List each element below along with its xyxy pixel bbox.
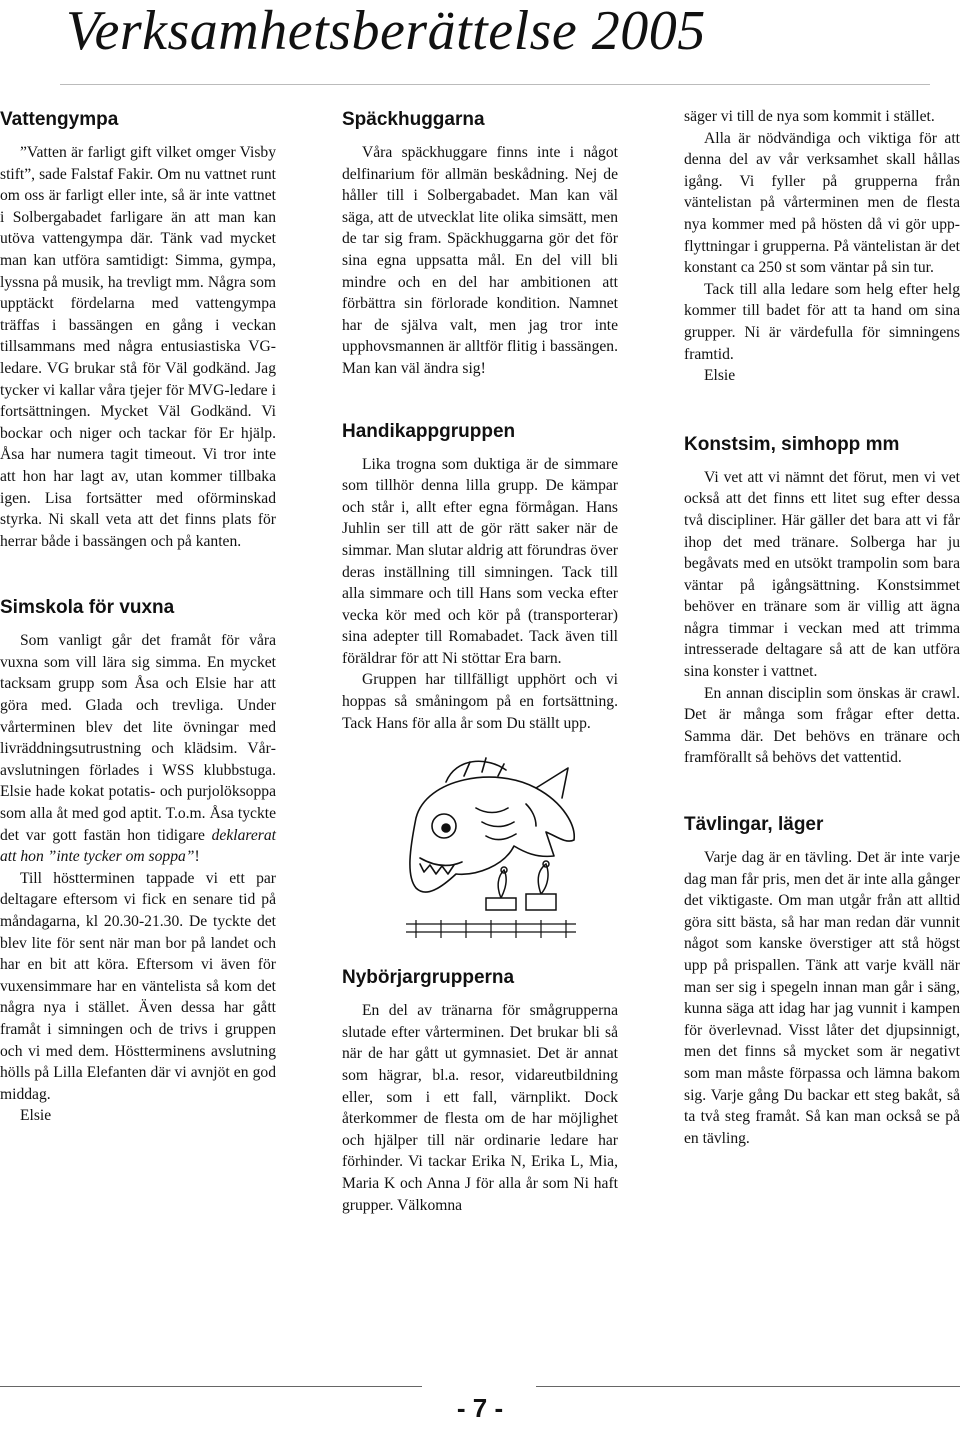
- konstsim-paragraph-2: En annan disciplin som önskas är crawl. Det är många som frågar efter detta. Samma där. Det behövs en tränare och framförallt så behövs det vattentid.: [684, 684, 960, 767]
- vattengympa-paragraph: ”Vatten är farligt gift vilket omger Visby stift”, sade Falstaf Fakir. Om nu vattnet runt om oss är farligt eller inte, så är inte vattnet i Solbergabadet farligare än att man kan utöva vattengympa där. Tänk vad mycket man kan utföra samtidigt: Simma, gympa, lyssna på musik, ha trevligt mm. Några som upptäckt fördelarna med vattengympa träffas i bassängen en gång i veckan tillsammans med några entusiastiska VG-ledare. VG brukar stå för Väl godkänd. Jag tycker vi kallar våra tjejer för MVG-ledare i fortsättningen. Mycket Väl Godkänd. Vi bockar och niger och tackar för Er hjälp. Åsa har numera tagit timeout. Vi tror inte att hon har lagt av, utan kommer tillbaka igen. Lisa fortsätter med oförminskad styrka. Ni skall veta att det finns plats för herrar både i bassängen och på kanten.: [0, 144, 276, 550]
- title-divider: [60, 84, 930, 85]
- heading-spackhuggarna: Späckhuggarna: [342, 109, 485, 130]
- footer-rule-right: [536, 1386, 960, 1387]
- continued-paragraph-2: Alla är nödvändiga och viktiga för att denna del av vår verksamhet skall hållas igång. Vi fyller på grupperna från väntelistan på vårterminen men de flesta nya kommer med på hösten då vi gör uppflyttningar i grupperna. På väntelistan är det konstant ca 250 st som väntar på sin tur.: [684, 129, 960, 277]
- column-2: [342, 100, 618, 1216]
- tavlingar-paragraph: Varje dag är en tävling. Det är inte varje dag man får pris, men det är inte alla gånger det viktigaste. Om man utgår från att alltid göra sitt bästa, så har man redan där vunnit något som kanske överstiger att stå högst upp på prispallen. Tänk att varje kväll när man ser sig i spegeln innan man går i säng, kunna säga att idag har jag vunnit i kampen för överlevnad. Visst låter det djupsinnigt, men det finns så mycket som är negativt som man måste förpassa och lämna bakom sig. Varje gång Du backar ett steg bakåt, så ta två steg framåt. Så kan man också se på en tävling.: [684, 849, 960, 1147]
- page-number: - 7 -: [456, 1393, 504, 1423]
- heading-nyborjargrupperna: Nybörjargrupperna: [342, 967, 515, 989]
- spackhuggarna-paragraph: Våra späckhuggare finns inte i något delfinarium för allmän beskådning. Nej de håller till i Solbergabadet. Man kan väl säga, att de utvecklat lite olika simsätt, men de tar sig fram. Späckhuggarna gör det för sina egna uppsatta mål. En del vill bli mindre och en del har ambitionen att förbättra sin förlorade kondition. Namnet har de själva valt, men jag tror inte upphovsmannen är alltför flitig i bassängen. Man kan väl ändra sig!: [342, 144, 618, 377]
- heading-vattengympa: Vattengympa: [0, 109, 119, 130]
- handikapp-paragraph-1: Lika trogna som duktiga är de simmare som tillhör denna lilla grupp. De kämpar och står i, allt efter egna förmågan. Hans Juhlin ser till att de gör rätt saker när de simmar. Man slutar aldrig att förundras över deras inställning till simningen. Tack till alla simmare och till Hans som vecka efter vecka kör med och kör på (transporterar) sina adepter till Romabadet. Tack även till föräldrar för att Ni stöttar Era barn.: [342, 455, 618, 667]
- fish-cartoon-illustration: [386, 748, 586, 948]
- heading-tavlingar: Tävlingar, läger: [684, 814, 824, 836]
- column-1: [0, 100, 276, 1127]
- heading-konstsim: Konstsim, simhopp mm: [684, 433, 900, 455]
- heading-handikappgruppen: Handikappgruppen: [342, 420, 516, 442]
- heading-simskola: Simskola för vuxna: [0, 597, 175, 619]
- handikapp-paragraph-2: Gruppen har tillfälligt upphört och vi hoppas så småningom på en fortsättning. Tack Hans för alla år som Du ställt upp.: [342, 671, 618, 732]
- footer-rule-left: [0, 1386, 422, 1387]
- simskola-paragraph-1: Som vanligt går det framåt för våra vuxna som vill lära sig simma. En mycket tacksam grupp som Åsa och Elsie har att göra med. Glada och trevliga. Under vårterminen blev det lite övningar med livräddningsutrustning och klädsim. Våravslutningen förlades i WSS klubbstuga. Elsie hade kokat potatis- och purjolöksoppa som alla åt med god aptit. T.o.m. Åsa tyckte det var gott fastän hon tidigare deklarerat att hon ”inte tycker om soppa”!: [0, 632, 276, 866]
- column-3: [684, 106, 960, 1149]
- konstsim-paragraph-1: Vi vet att vi nämnt det förut, men vi vet också att det finns ett litet sug efter dessa två discipliner. Här gäller det bara att vi får ihop det med tränare. Solberga har ju begåvats med en utsökt trampolin som bara väntar på igångsättning. Konstsimmet behöver en tränare som är villig att ägna några timmar i veckan med att trimma intresserade deltagare så att de kan utföra sina konster i vattnet.: [684, 468, 960, 681]
- simskola-paragraph-2: Till höstterminen tappade vi ett par deltagare eftersom vi fick en senare tid på måndagarna, kl 20.30-21.30. De tyckte det blev lite för sent när man bor på landet och har en bit att köra. Eftersom vi även för vuxensimmare har en väntelista så kom det några nya i stället. Även dessa har gått framåt i simningen och de trivs i gruppen och vi med dem. Höstterminens avslutning hölls på Lilla Elefanten där vi avnjöt en god middag.: [0, 869, 276, 1103]
- nyborjar-paragraph: En del av tränarna för smågrupperna slutade efter vårterminen. Det brukar bli så när de har gått ut gymnasiet. Det är annat som hägrar, bl.a. resor, vidareutbildning eller, som i ett fall, värnplikt. Dock återkommer de flesta om de har möjlighet och hjälper till när ordinarie ledare har förhinder. Vi tackar Erika N, Erika L, Mia, Maria K och Anna J för alla år som Ni haft grupper. Välkomna: [342, 1002, 618, 1214]
- simskola-signature: Elsie: [20, 1107, 52, 1125]
- page-title: Verksamhetsberättelse 2005: [66, 0, 706, 62]
- continued-paragraph-3: Tack till alla ledare som helg efter helg kommer till badet för att ta hand om sina grupper. Ni är värdefulla för simningens framtid.: [684, 280, 960, 363]
- continued-signature: Elsie: [704, 367, 736, 385]
- simskola-emphasis: deklarerat att hon ”inte tycker om soppa”: [0, 826, 276, 866]
- continued-paragraph: säger vi till de nya som kommit i stället.: [684, 108, 935, 125]
